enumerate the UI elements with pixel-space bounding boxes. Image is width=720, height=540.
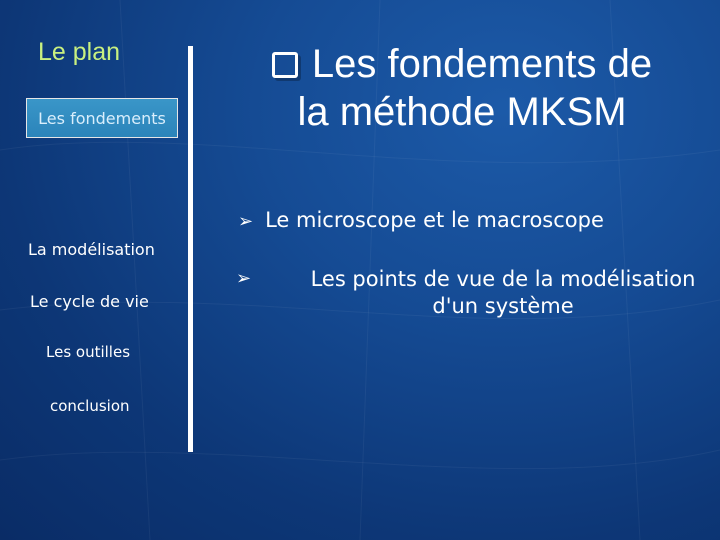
arrow-bullet-icon: ➢ xyxy=(238,211,254,232)
arrow-bullet-icon: ➢ xyxy=(236,268,252,289)
vertical-divider xyxy=(188,46,193,452)
bullet-text: Le microscope et le macroscope xyxy=(265,208,604,232)
nav-item-cycle-de-vie[interactable]: Le cycle de vie xyxy=(30,292,149,311)
slide-title xyxy=(222,40,702,136)
slide-title-line2: la méthode MKSM xyxy=(297,90,627,134)
square-bullet-icon xyxy=(272,52,298,78)
bullet-text: Les points de vue de la modélisation d'un système xyxy=(310,267,696,318)
nav-item-current-label: Les fondements xyxy=(38,108,166,128)
nav-item-current[interactable] xyxy=(26,98,178,138)
slide-title-line1: Les fondements de xyxy=(311,42,653,86)
nav-title: Le plan xyxy=(38,38,121,66)
bullet-item xyxy=(238,208,604,232)
nav-item-conclusion[interactable]: conclusion xyxy=(50,397,130,415)
nav-item-outilles[interactable]: Les outilles xyxy=(46,343,131,361)
nav-item-modelisation[interactable]: La modélisation xyxy=(28,240,155,259)
